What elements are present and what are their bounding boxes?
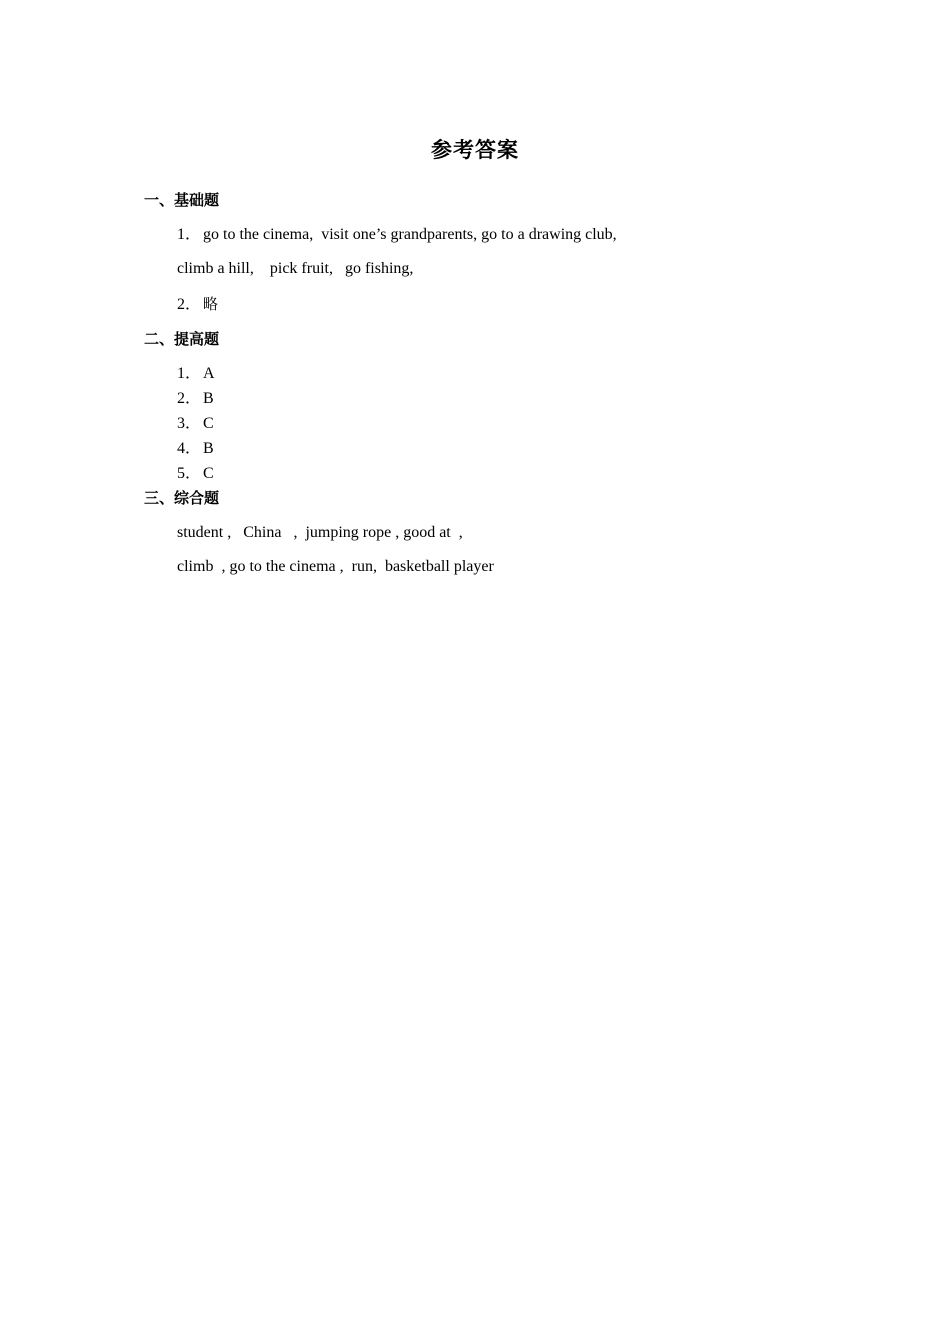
answer-text: climb , go to the cinema , run, basketball player	[177, 558, 494, 575]
answer-line	[177, 439, 214, 459]
answer-text: 略	[203, 295, 219, 313]
answer-text: student , China , jumping rope , good at ,	[177, 524, 463, 541]
answer-line	[177, 225, 617, 245]
answer-text: C	[203, 465, 214, 482]
item-number: 4．	[177, 440, 202, 457]
item-number: 2．	[177, 390, 202, 407]
item-number: 5．	[177, 465, 202, 482]
answer-text: B	[203, 440, 214, 457]
section-heading-advanced: 二、提高题	[144, 330, 220, 348]
answer-text: go to the cinema, visit one’s grandparents, go to a drawing club,	[203, 226, 617, 243]
answer-line	[177, 364, 215, 384]
answer-line	[177, 523, 463, 543]
answer-text: climb a hill, pick fruit, go fishing,	[177, 260, 414, 277]
answer-line	[177, 259, 413, 279]
item-number: 1．	[177, 365, 202, 382]
answer-line	[177, 389, 214, 409]
section-heading-comprehensive: 三、综合题	[144, 489, 220, 507]
answer-line	[177, 414, 214, 434]
answer-line	[177, 294, 218, 315]
page-title: 参考答案	[431, 138, 519, 162]
answer-line	[177, 464, 214, 484]
item-number: 2．	[177, 296, 202, 313]
answer-text: C	[203, 415, 214, 432]
section-heading-basic: 一、基础题	[144, 191, 220, 209]
item-number: 1．	[177, 226, 202, 243]
answer-text: B	[203, 390, 214, 407]
answer-text: A	[203, 365, 215, 382]
item-number: 3．	[177, 415, 202, 432]
answer-line	[177, 557, 494, 577]
